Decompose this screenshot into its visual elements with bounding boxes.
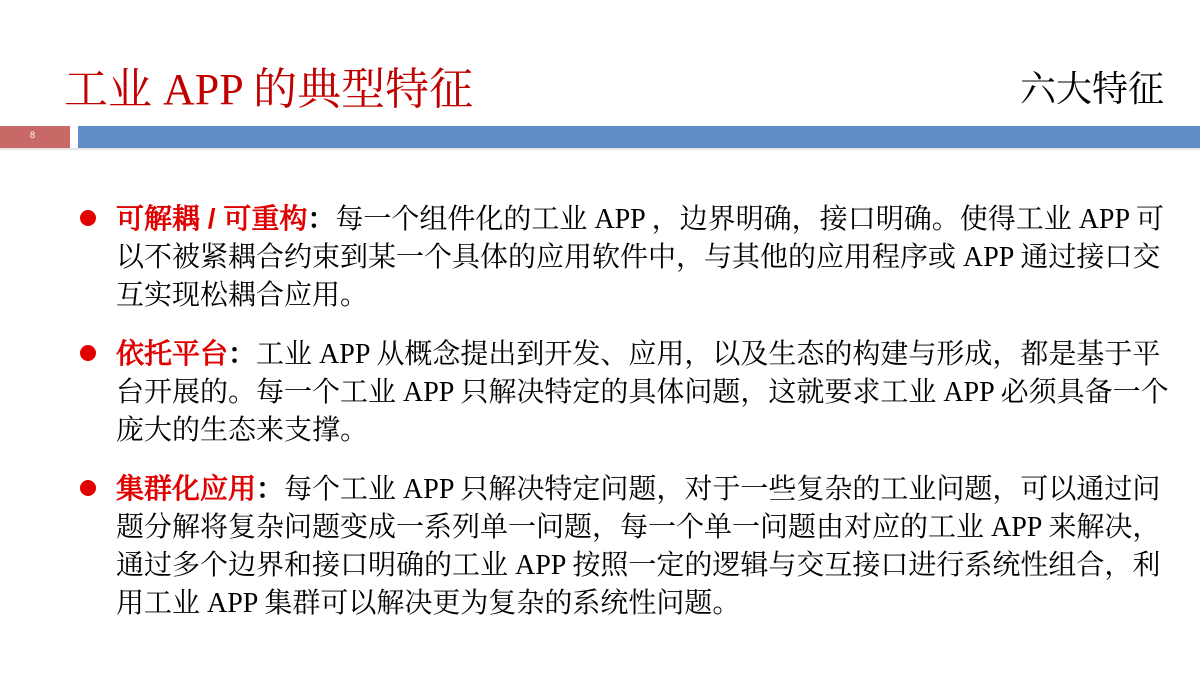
bullet-item-decoupling xyxy=(80,200,1170,315)
bullet-dot-icon xyxy=(80,480,96,496)
bullet-heading: 依托平台 xyxy=(116,338,229,369)
bullet-colon: ： xyxy=(256,473,285,504)
page-number: 8 xyxy=(30,130,36,140)
slide-title: 工业 APP 的典型特征 xyxy=(64,65,474,114)
bullet-heading: 集群化应用 xyxy=(116,473,257,504)
bullet-item-cluster xyxy=(80,470,1170,623)
bullet-item-platform xyxy=(80,335,1170,450)
bullet-colon: ： xyxy=(228,338,257,369)
divider-shadow xyxy=(0,148,1200,151)
bullet-dot-icon xyxy=(80,210,96,226)
bullet-list xyxy=(80,200,1170,643)
bullet-heading: 可解耦 / 可重构 xyxy=(116,203,308,234)
bullet-colon: ： xyxy=(307,203,336,234)
bullet-text: 每一个组件化的工业 APP ，边界明确，接口明确。使得工业 APP 可以不被紧耦合约束到某一个具体的应用软件中，与其他的应用程序或 APP 通过接口交互实现松耦合应用。 xyxy=(116,204,1165,311)
slide-subtitle: 六大特征 xyxy=(1019,69,1164,109)
bullet-dot-icon xyxy=(80,345,96,361)
header-divider-bar xyxy=(78,126,1200,148)
page-number-bar xyxy=(0,126,70,148)
bullet-text: 工业 APP 从概念提出到开发、应用，以及生态的构建与形成，都是基于平台开展的。每一个工业 APP 只解决特定的具体问题，这就要求工业 APP 必须具备一个庞大的生态来支撑。 xyxy=(116,339,1169,446)
bullet-text: 每个工业 APP 只解决特定问题，对于一些复杂的工业问题，可以通过问题分解将复杂问题变成一系列单一问题，每一个单一问题由对应的工业 APP 来解决，通过多个边界和接口明确的工业 APP 按照一定的逻辑与交互接口进行系统性组合，利用工业 APP 集群可以解决更为复杂的系统性问题。 xyxy=(116,474,1161,619)
